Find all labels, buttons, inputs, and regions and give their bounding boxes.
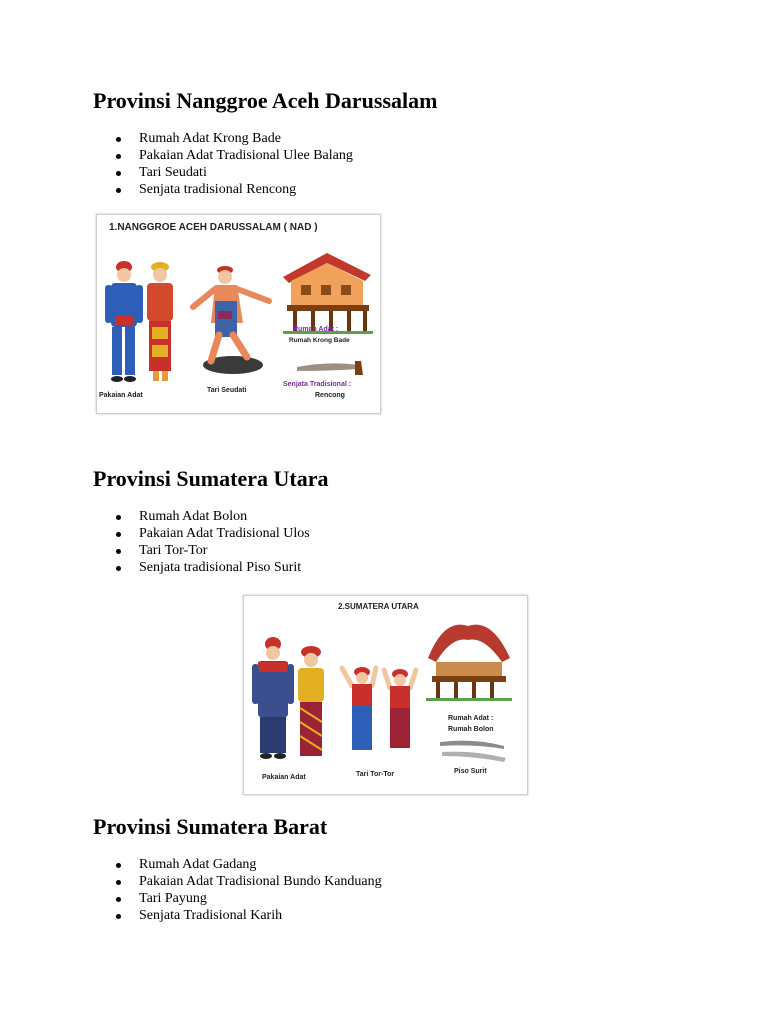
item-list	[93, 130, 713, 198]
section-sumatera-utara	[93, 466, 713, 576]
caption-tari: Tari Tor-Tor	[356, 771, 395, 778]
caption-senjata-label: Senjata Tradisional :	[283, 381, 352, 388]
house-illustration	[426, 625, 512, 701]
list-item: Senjata tradisional Rencong	[93, 181, 713, 198]
list-item: Pakaian Adat Tradisional Bundo Kanduang	[93, 873, 713, 890]
figure-title: 2.SUMATERA UTARA	[338, 602, 419, 611]
caption-tari: Tari Seudati	[207, 387, 247, 394]
caption-pakaian: Pakaian Adat	[262, 774, 306, 781]
figure-title: 1.NANGGROE ACEH DARUSSALAM ( NAD )	[109, 222, 318, 233]
piso-surit-weapon	[440, 741, 506, 762]
list-item: Tari Seudati	[93, 164, 713, 181]
house-illustration	[283, 253, 373, 334]
list-item: Senjata Tradisional Karih	[93, 907, 713, 924]
man-figure	[105, 261, 143, 382]
caption-senjata-name: Piso Surit	[454, 768, 487, 775]
list-item: Pakaian Adat Tradisional Ulos	[93, 525, 713, 542]
figure-illustration	[244, 596, 527, 794]
list-item: Pakaian Adat Tradisional Ulee Balang	[93, 147, 713, 164]
caption-rumah-label: Rumah Adat :	[448, 715, 494, 722]
caption-rumah-name: Rumah Bolon	[448, 726, 494, 733]
caption-pakaian: Pakaian Adat	[99, 392, 143, 399]
rencong-weapon	[297, 361, 363, 375]
section-title: Provinsi Sumatera Utara	[93, 466, 329, 491]
item-list	[93, 508, 713, 576]
figure-aceh	[96, 214, 381, 414]
section-sumatera-barat	[93, 814, 713, 924]
figure-sumatera-utara	[243, 595, 528, 795]
list-item: Tari Tor-Tor	[93, 542, 713, 559]
woman-figure	[298, 646, 324, 756]
section-aceh	[93, 88, 713, 198]
woman-figure	[147, 262, 173, 381]
dancer-figure	[193, 266, 269, 374]
section-title: Provinsi Nanggroe Aceh Darussalam	[93, 88, 438, 113]
item-list	[93, 856, 713, 924]
caption-rumah-label: Rumah Adat :	[293, 326, 339, 333]
list-item: Senjata tradisional Piso Surit	[93, 559, 713, 576]
caption-rumah-name: Rumah Krong Bade	[289, 337, 350, 344]
caption-senjata-name: Rencong	[315, 392, 345, 399]
list-item: Rumah Adat Gadang	[93, 856, 713, 873]
list-item: Tari Payung	[93, 890, 713, 907]
dancers-figure	[342, 667, 416, 750]
list-item: Rumah Adat Bolon	[93, 508, 713, 525]
section-title: Provinsi Sumatera Barat	[93, 814, 328, 839]
list-item: Rumah Adat Krong Bade	[93, 130, 713, 147]
man-figure	[252, 637, 294, 759]
